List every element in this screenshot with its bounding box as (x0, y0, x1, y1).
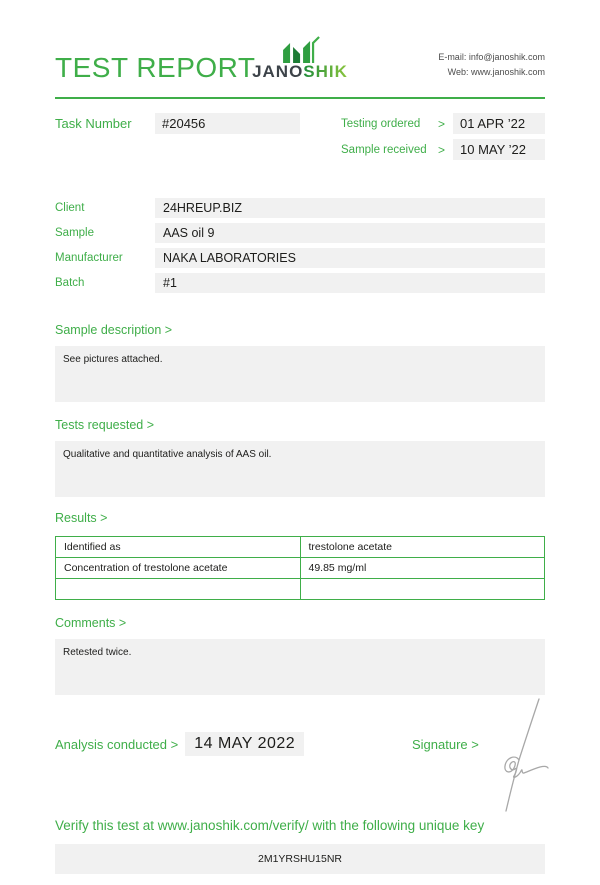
contact-info (438, 50, 545, 80)
date-label: Testing ordered (341, 117, 421, 130)
date-value: 01 APR ’22 (453, 113, 545, 134)
results-table (55, 536, 545, 600)
detail-row-sample (55, 223, 545, 243)
table-row (56, 537, 545, 558)
trend-chart-icon (252, 35, 348, 63)
detail-row-client (55, 198, 545, 218)
page-title: TEST REPORT (55, 52, 256, 83)
sample-description-box: See pictures attached. (55, 346, 545, 402)
section-heading-sample-description: Sample description > (55, 323, 173, 337)
footer-row (55, 732, 545, 756)
unique-key-box (55, 844, 545, 874)
detail-value: 24HREUP.BIZ (155, 198, 545, 218)
task-number (55, 113, 300, 134)
table-cell-label (56, 579, 301, 600)
arrow-icon: > (437, 116, 445, 131)
arrow-icon: > (437, 142, 445, 157)
comments-box: Retested twice. (55, 639, 545, 695)
table-row (56, 558, 545, 579)
table-cell-value: 49.85 mg/ml (300, 558, 545, 579)
signature-label: Signature > (412, 736, 479, 752)
date-row-sample-received (341, 139, 545, 160)
brand-text-right: SHIK (303, 62, 348, 81)
task-row (55, 113, 545, 165)
table-cell-value (300, 579, 545, 600)
verify-text: Verify this test at www.janoshik.com/verify/ with the following unique key (55, 818, 485, 833)
section-heading-tests-requested: Tests requested > (55, 418, 155, 432)
task-number-value: #20456 (155, 113, 300, 134)
section-heading-results: Results > (55, 511, 108, 525)
detail-label: Manufacturer (55, 252, 123, 264)
tests-requested-box: Qualitative and quantitative analysis of AAS oil. (55, 441, 545, 497)
date-row-testing-ordered (341, 113, 545, 134)
table-cell-label: Identified as (56, 537, 301, 558)
details-block (55, 198, 545, 293)
detail-value: NAKA LABORATORIES (155, 248, 545, 268)
detail-value: AAS oil 9 (155, 223, 545, 243)
brand-logo (252, 35, 348, 81)
task-number-label: Task Number (55, 116, 132, 131)
table-cell-label: Concentration of trestolone acetate (56, 558, 301, 579)
detail-label: Sample (55, 227, 94, 239)
detail-row-batch (55, 273, 545, 293)
detail-value: #1 (155, 273, 545, 293)
analysis-conducted-label: Analysis conducted > (55, 736, 179, 752)
web-line: Web: www.janoshik.com (447, 67, 545, 77)
table-cell-value: trestolone acetate (300, 537, 545, 558)
header-divider (55, 97, 545, 99)
email-line: E-mail: info@janoshik.com (438, 52, 545, 62)
detail-row-manufacturer (55, 248, 545, 268)
signature-image (480, 696, 552, 819)
detail-label: Batch (55, 277, 85, 289)
detail-label: Client (55, 202, 85, 214)
brand-text (252, 63, 348, 81)
date-value: 10 MAY ’22 (453, 139, 545, 160)
analysis-date-value: 14 MAY 2022 (185, 732, 304, 756)
table-row (56, 579, 545, 600)
dates-block (341, 113, 545, 165)
date-label: Sample received (341, 143, 427, 156)
brand-text-left: JANO (252, 62, 304, 81)
report-header (55, 35, 545, 89)
section-heading-comments: Comments > (55, 616, 127, 630)
unique-key-value: 2M1YRSHU15NR (257, 853, 343, 865)
